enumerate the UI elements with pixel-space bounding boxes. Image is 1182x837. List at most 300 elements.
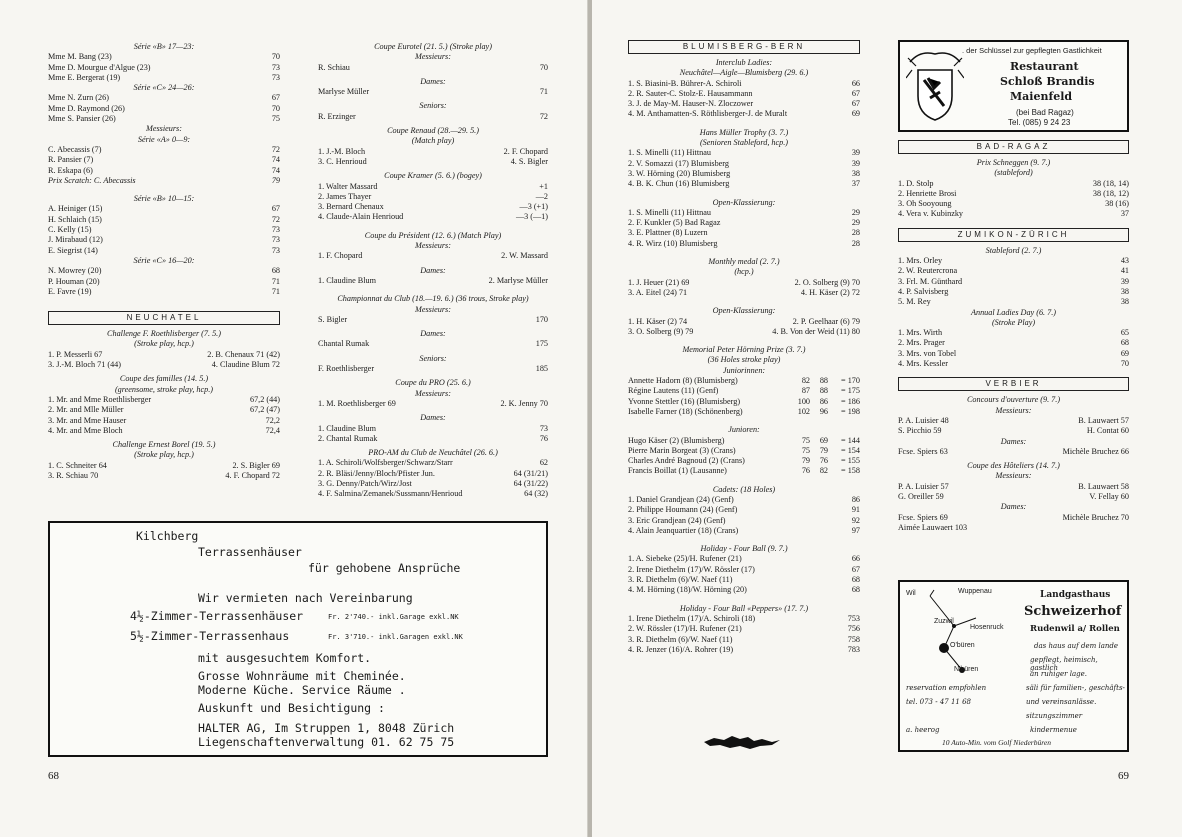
- result-name: 2. Mr. and Mlle Müller: [48, 405, 124, 415]
- kramer-title: Coupe Kramer (5. 6.) (bogey): [384, 171, 482, 181]
- result-row: [628, 327, 860, 337]
- result-row: [628, 436, 860, 446]
- result-row: [628, 109, 860, 119]
- result-row: [628, 397, 860, 407]
- map-wuppenau: Wuppenau: [958, 588, 992, 595]
- result-right: B. Lauwaert 57: [1078, 415, 1129, 425]
- dames-label: Dames:: [420, 329, 446, 339]
- result-row: [628, 317, 860, 327]
- result-score: = 154: [841, 445, 860, 455]
- result-name: 3. J. de May-M. Hauser-N. Zloczower: [628, 99, 754, 109]
- result-score: 38: [851, 168, 860, 178]
- result-score: 72: [271, 144, 280, 154]
- result-score: 64 (32): [524, 489, 548, 499]
- result-row: [318, 458, 548, 468]
- dames-label: Dames:: [420, 413, 446, 423]
- ragaz-sub: (stableford): [994, 168, 1033, 178]
- result-score: 37: [1120, 209, 1129, 219]
- result-left: 1. J. Heuer (21) 69: [628, 277, 690, 287]
- ad1-schloss: Schloß Brandis: [1000, 75, 1095, 88]
- result-left: Aimée Lauwaert 103: [898, 522, 968, 532]
- result-score: 73: [271, 72, 280, 82]
- neuchatel-header: NEUCHATEL: [48, 311, 280, 325]
- result-name: 2. Philippe Houmann (24) (Genf): [628, 505, 738, 515]
- result-row: [48, 73, 280, 83]
- messieurs-label: Messieurs:: [995, 471, 1032, 481]
- result-score: 758: [847, 634, 860, 644]
- result-score: 783: [847, 644, 860, 654]
- result-row: [898, 349, 1129, 359]
- result-name: 3. Frl. M. Günthard: [898, 276, 963, 286]
- cadets-title: Cadets: (18 Holes): [712, 484, 776, 494]
- result-score: 70: [1120, 359, 1129, 369]
- result-score: 37: [851, 179, 860, 189]
- section-heading: Messieurs:: [146, 124, 182, 134]
- result-row: [628, 554, 860, 564]
- result-score: 86: [819, 396, 828, 406]
- result-score: 100: [797, 396, 810, 406]
- result-score: = 158: [841, 466, 860, 476]
- result-left: Fcse. Spiers 69: [898, 512, 948, 522]
- result-right: Michèle Bruchez 70: [1062, 512, 1129, 522]
- result-row: [628, 99, 860, 109]
- result-score: 88: [819, 376, 828, 386]
- result-score: 102: [797, 406, 810, 416]
- result-score: 69: [851, 109, 860, 119]
- result-score: = 186: [841, 396, 860, 406]
- messieurs-label: Messieurs:: [995, 405, 1032, 415]
- result-score: 38 (18, 12): [1092, 188, 1129, 198]
- result-row: [628, 624, 860, 634]
- result-row: Marlyse Müller 71: [318, 87, 548, 97]
- result-row: [48, 277, 280, 287]
- result-name: 1. A. Schiroli/Wolfsberger/Schwarz/Starr: [318, 458, 453, 468]
- result-score: 38 (18, 14): [1092, 178, 1129, 188]
- result-name: Mme D. Raymond (26): [48, 103, 125, 113]
- result-row: [628, 585, 860, 595]
- ad2-phone: tel. 073 - 47 11 68: [906, 698, 971, 706]
- ad-address: HALTER AG, Im Struppen 1, 8048 Zürich: [198, 721, 455, 735]
- familles-sub: (greensome, stroke play, hcp.): [114, 384, 214, 394]
- result-row: [48, 426, 280, 436]
- result-score: 67: [271, 204, 280, 214]
- result-row: [318, 157, 548, 167]
- result-score: = 170: [841, 376, 860, 386]
- ad1-restaurant: Restaurant: [1010, 60, 1079, 73]
- result-name: 3. R. Diethelm (6)/W. Naef (11): [628, 634, 733, 644]
- result-name: 3. Mr. and Mme Hauser: [48, 415, 127, 425]
- result-right: 2. F. Chopard: [503, 146, 548, 156]
- result-score: 73: [271, 225, 280, 235]
- result-name: 2. Mrs. Prager: [898, 338, 945, 348]
- result-score: 64 (31/22): [513, 478, 548, 488]
- result-score: 41: [1120, 266, 1129, 276]
- result-row: [628, 228, 860, 238]
- result-score: 67: [851, 88, 860, 98]
- result-score: = 144: [841, 435, 860, 445]
- result-row: [628, 386, 860, 396]
- result-row: [898, 277, 1129, 287]
- coat-of-arms-icon: [906, 48, 964, 124]
- result-row: 1. F. Chopard 2. W. Massard: [318, 251, 548, 261]
- ad1-tagline: . der Schlüssel zur gepflegten Gastlichkeit: [962, 46, 1102, 55]
- result-row: [628, 565, 860, 575]
- result-row: Chantal Rumak 175: [318, 339, 548, 349]
- result-name: Annette Hadorn (8) (Blumisberg): [628, 376, 738, 386]
- result-score: 66: [851, 78, 860, 88]
- result-row: [628, 376, 860, 386]
- result-row: [318, 212, 548, 222]
- result-score: 69: [819, 435, 828, 445]
- result-row: 1. Claudine Blum 2. Marlyse Müller: [318, 275, 548, 285]
- ad-headline: Terrassenhäuser: [198, 545, 302, 559]
- result-row: [628, 575, 860, 585]
- result-name: R. Pansier (7): [48, 155, 94, 165]
- result-left: 3. J.-M. Bloch 71 (44): [48, 360, 121, 370]
- result-row: [48, 246, 280, 256]
- result-right: 4. S. Bigler: [510, 156, 548, 166]
- result-name: C. Abecassis (7): [48, 144, 102, 154]
- ladies-title: Annual Ladies Day (6. 7.): [970, 307, 1057, 317]
- ad-unit-2: 5½-Zimmer-Terrassenhaus: [130, 629, 290, 643]
- result-left: S. Picchio 59: [898, 426, 942, 436]
- result-row: [898, 482, 1129, 492]
- result-score: 68: [271, 266, 280, 276]
- renaud-title: Coupe Renaud (28.—29. 5.): [387, 126, 479, 136]
- hoteliers-title: Coupe des Hôteliers (14. 7.): [967, 461, 1060, 471]
- result-row: [48, 166, 280, 176]
- result-right: V. Fellay 60: [1089, 492, 1129, 502]
- result-name: Yvonne Stettler (16) (Blumisberg): [628, 396, 741, 406]
- spacer: [48, 297, 280, 305]
- result-name: 4. F. Salmina/Zemanek/Sussmann/Henrioud: [318, 489, 463, 499]
- result-score: 67,2 (44): [249, 394, 280, 404]
- result-score: 68: [851, 585, 860, 595]
- result-row: [898, 416, 1129, 426]
- result-row: [628, 505, 860, 515]
- ad-info: Auskunft und Besichtigung :: [198, 701, 385, 715]
- result-score: = 155: [841, 456, 860, 466]
- result-score: 79: [819, 445, 828, 455]
- result-score: 88: [819, 386, 828, 396]
- president-title: Coupe du Président (12. 6.) (Match Play): [364, 230, 502, 240]
- bad-ragaz-header: BAD-RAGAZ: [898, 140, 1129, 154]
- ad2-slogan-4: säli für familien-, geschäfts-: [1026, 684, 1125, 692]
- juniorinnen-title: Juniorinnen:: [722, 365, 766, 375]
- ad2-title-1: Landgasthaus: [1040, 590, 1111, 600]
- result-row: [898, 189, 1129, 199]
- challenge-title: Challenge F. Roethlisberger (7. 5.): [107, 329, 221, 339]
- interclub-sub: Neuchâtel—Aigle—Blumisberg (29. 6.): [679, 68, 809, 78]
- result-name: 1. Claudine Blum: [318, 423, 376, 433]
- result-name: J. Mirabaud (12): [48, 235, 103, 245]
- result-row: [898, 209, 1129, 219]
- open-title: Open-Klassierung:: [712, 306, 776, 316]
- result-name: Hugo Käser (2) (Blumisberg): [628, 435, 725, 445]
- result-name: 4. Vera v. Kubinzky: [898, 209, 964, 219]
- result-score: 29: [851, 218, 860, 228]
- ad2-slogan-5: und vereinsanlässe.: [1026, 698, 1097, 706]
- result-row: R. Schiau 70: [318, 62, 548, 72]
- result-score: 71: [271, 276, 280, 286]
- result-name: 4. R. Wirz (10) Blumisberg: [628, 238, 718, 248]
- result-row: [898, 179, 1129, 189]
- result-left: P. A. Luisier 48: [898, 415, 949, 425]
- result-score: 70: [271, 52, 280, 62]
- result-name: 3. Bernard Chenaux: [318, 202, 384, 212]
- section-heading: Série «C» 24—26:: [133, 83, 195, 93]
- result-name: Mme S. Pansier (26): [48, 114, 116, 124]
- result-name: R. Eskapa (6): [48, 165, 93, 175]
- result-name: 1. S. Minelli (11) Hittnau: [628, 207, 711, 217]
- ad2-slogan-1: das haus auf dem lande: [1034, 642, 1119, 650]
- result-score: 75: [801, 445, 810, 455]
- result-name: E. Favre (19): [48, 286, 92, 296]
- open-title: Open-Klassierung:: [712, 197, 776, 207]
- result-row: [318, 489, 548, 499]
- result-left: 1. C. Schneiter 64: [48, 460, 107, 470]
- result-name: 1. Mrs. Orley: [898, 256, 943, 266]
- schweizerhof-advertisement: [898, 580, 1129, 752]
- dames-label: Dames:: [1000, 502, 1027, 512]
- result-row: [318, 479, 548, 489]
- result-score: 82: [819, 466, 828, 476]
- result-name: 4. Claude-Alain Henrioud: [318, 212, 404, 222]
- zumikon-title: Stableford (2. 7.): [985, 245, 1042, 255]
- result-row: [628, 495, 860, 505]
- result-score: 79: [271, 175, 280, 185]
- ad2-footer: 10 Auto-Min. vom Golf Niederbüren: [942, 738, 1051, 747]
- result-row: [318, 202, 548, 212]
- result-name: 4. R. Jenzer (16)/A. Rohrer (19): [628, 644, 734, 654]
- result-score: 39: [1120, 276, 1129, 286]
- memorial-title: Memorial Peter Hörning Prize (3. 7.): [682, 345, 806, 355]
- result-name: 4. P. Salvisberg: [898, 286, 949, 296]
- result-left: 3. O. Solberg (9) 79: [628, 326, 694, 336]
- result-score: 38: [1120, 286, 1129, 296]
- result-name: 4. Mrs. Kessler: [898, 359, 949, 369]
- result-score: 72,2: [265, 415, 280, 425]
- right-col-2: [898, 40, 1129, 533]
- borel-sub: (Stroke play, hcp.): [134, 450, 194, 460]
- result-name: 1. Mrs. Wirth: [898, 328, 943, 338]
- result-right: 2. O. Solberg (9) 70: [794, 277, 860, 287]
- borel-title: Challenge Ernest Borel (19. 5.): [112, 440, 216, 450]
- messieurs-label: Messieurs:: [415, 388, 451, 398]
- result-name: 2. V. Somazzi (17) Blumisberg: [628, 158, 729, 168]
- result-name: 2. W. Reutercrona: [898, 266, 958, 276]
- result-row: F. Roethlisberger 185: [318, 364, 548, 374]
- result-score: 76: [819, 456, 828, 466]
- proam-title: PRO-AM du Club de Neuchâtel (26. 6.): [368, 448, 498, 458]
- result-left: 3. A. Eitel (24) 71: [628, 287, 688, 297]
- result-row: [48, 416, 280, 426]
- result-score: 28: [851, 238, 860, 248]
- result-score: 79: [801, 456, 810, 466]
- monthly-title: Monthly medal (2. 7.): [708, 257, 780, 267]
- result-row: [48, 360, 280, 370]
- memorial-sub: (36 Holes stroke play): [707, 355, 781, 365]
- result-name: H. Schlaich (15): [48, 214, 102, 224]
- spacer: [48, 186, 280, 194]
- left-col-1: [48, 42, 280, 481]
- result-name: 3. E. Plattner (8) Luzern: [628, 228, 708, 238]
- result-row: [48, 104, 280, 114]
- result-row: [318, 192, 548, 202]
- result-right: 4. H. Käser (2) 72: [800, 287, 860, 297]
- result-row: [628, 179, 860, 189]
- result-row: [48, 266, 280, 276]
- messieurs-label: Messieurs:: [415, 52, 451, 62]
- result-score: 39: [851, 158, 860, 168]
- result-score: 68: [851, 575, 860, 585]
- page-number-right: 69: [1118, 770, 1129, 782]
- map-hosenruck: Hosenruck: [970, 624, 1004, 631]
- result-score: 74: [271, 165, 280, 175]
- result-score: 66: [851, 554, 860, 564]
- result-row: [628, 278, 860, 288]
- ad1-location: (bei Bad Ragaz): [1016, 108, 1074, 117]
- result-score: 73: [271, 62, 280, 72]
- result-name: C. Kelly (15): [48, 225, 92, 235]
- ad1-maienfeld: Maienfeld: [1010, 90, 1073, 103]
- result-row: S. Bigler 170: [318, 314, 548, 324]
- result-name: 2. Henriette Brosi: [898, 188, 957, 198]
- result-left: G. Oreiller 59: [898, 492, 944, 502]
- result-name: 3. R. Diethelm (6)/W. Naef (11): [628, 575, 733, 585]
- result-name: 2. Chantal Rumak: [318, 433, 378, 443]
- result-score: 96: [819, 406, 828, 416]
- result-score: 38: [1120, 297, 1129, 307]
- result-row: [628, 407, 860, 417]
- ad2-slogan-2: gepflegt, heimisch, gastlich: [1030, 656, 1098, 672]
- ad-town: Kilchberg: [136, 529, 199, 543]
- result-score: 753: [847, 613, 860, 623]
- result-row: [48, 93, 280, 103]
- result-row: [48, 395, 280, 405]
- ad2-slogan-7: kindermenue: [1030, 726, 1077, 734]
- result-name: 1. S. Biasini-B. Bührer-A. Schiroli: [628, 78, 742, 88]
- result-name: Mme N. Zurn (26): [48, 93, 109, 103]
- zumikon-header: ZUMIKON-ZÜRICH: [898, 228, 1129, 242]
- result-name: 1. Walter Massard: [318, 181, 378, 191]
- right-col-1: [628, 40, 860, 655]
- ad2-reservation: reservation empfohlen: [906, 684, 987, 692]
- ad-offer: Wir vermieten nach Vereinbarung: [198, 591, 413, 605]
- result-row: [898, 287, 1129, 297]
- result-name: 2. James Thayer: [318, 191, 372, 201]
- result-row: R. Erzinger 72: [318, 111, 548, 121]
- result-row: [628, 466, 860, 476]
- result-name: 1. Irene Diethelm (17)/A. Schiroli (18): [628, 613, 756, 623]
- holiday-title: Holiday - Four Ball (9. 7.): [700, 544, 788, 554]
- result-name: Isabelle Farner (18) (Schönenberg): [628, 406, 743, 416]
- ad2-signature: a. heerog: [906, 726, 940, 734]
- result-score: 75: [271, 114, 280, 124]
- result-name: 4. M. Anthamatten-S. Röthlisberger-J. de Muralt: [628, 109, 788, 119]
- result-row: 1. M. Roethlisberger 69 2. K. Jenny 70: [318, 398, 548, 408]
- ouverture-title: Concours d'ouverture (9. 7.): [966, 395, 1061, 405]
- result-row: [48, 215, 280, 225]
- result-score: 28: [851, 228, 860, 238]
- result-row: [898, 513, 1129, 523]
- result-row: [628, 79, 860, 89]
- result-row: [898, 297, 1129, 307]
- result-row: [48, 461, 280, 471]
- result-row: [48, 350, 280, 360]
- result-row: [48, 176, 280, 186]
- result-row: [318, 469, 548, 479]
- section-heading: Série «B» 17—23:: [133, 42, 195, 51]
- result-name: 2. R. Sauter-C. Stolz-E. Hausammann: [628, 88, 753, 98]
- result-score: 62: [539, 458, 548, 468]
- result-score: 87: [801, 386, 810, 396]
- result-name: Charles André Bagnoud (2) (Crans): [628, 456, 745, 466]
- result-score: 38 (16): [1105, 199, 1129, 209]
- result-left: 1. J.-M. Bloch: [318, 146, 366, 156]
- junioren-title: Junioren:: [728, 425, 760, 435]
- result-row: [628, 239, 860, 249]
- peppers-title: Holiday - Four Ball «Peppers» (17. 7.): [679, 603, 809, 613]
- result-right: 2. P. Geelhaar (6) 79: [792, 316, 860, 326]
- result-score: 67: [851, 564, 860, 574]
- map-wil: Wil: [906, 590, 916, 597]
- result-name: 3. Eric Grandjean (24) (Genf): [628, 515, 726, 525]
- renaud-sub: (Match play): [411, 136, 455, 146]
- monthly-sub: (hcp.): [734, 267, 754, 277]
- result-row: [48, 63, 280, 73]
- result-name: 2. F. Kunkler (5) Bad Ragaz: [628, 218, 721, 228]
- result-name: P. Houman (20): [48, 276, 100, 286]
- verbier-header: VERBIER: [898, 377, 1129, 391]
- result-score: 67: [271, 93, 280, 103]
- ad-phone: Liegenschaftenverwaltung 01. 62 75 75: [198, 735, 455, 749]
- dames-label: Dames:: [420, 265, 446, 275]
- result-right: 2. B. Chenaux 71 (42): [207, 349, 280, 359]
- result-score: 92: [851, 515, 860, 525]
- result-name: A. Heiniger (15): [48, 204, 103, 214]
- result-score: 68: [1120, 338, 1129, 348]
- result-name: 2. Irene Diethelm (17)/W. Rössler (17): [628, 564, 755, 574]
- result-row: [628, 218, 860, 228]
- result-row: [318, 182, 548, 192]
- result-row: [898, 199, 1129, 209]
- result-row: [48, 225, 280, 235]
- result-right: B. Lauwaert 58: [1078, 481, 1129, 491]
- interclub-title: Interclub Ladies:: [715, 58, 773, 67]
- result-score: 39: [851, 148, 860, 158]
- result-name: 2. R. Bläsi/Jenny/Bloch/Pfister Jun.: [318, 468, 435, 478]
- result-left: 1. P. Messerli 67: [48, 349, 103, 359]
- result-row: [898, 266, 1129, 276]
- result-row: Fcse. Spiers 63 Michèle Bruchez 66: [898, 446, 1129, 456]
- dames-label: Dames:: [420, 76, 446, 86]
- result-row: [628, 288, 860, 298]
- result-score: 69: [1120, 348, 1129, 358]
- result-left: 1. H. Käser (2) 74: [628, 316, 688, 326]
- seniors-label: Seniors:: [419, 101, 447, 111]
- result-score: = 175: [841, 386, 860, 396]
- result-score: 756: [847, 624, 860, 634]
- ad2-title-2: Schweizerhof: [1024, 604, 1122, 619]
- result-left: 3. C. Henrioud: [318, 156, 367, 166]
- result-name: Mme E. Bergerat (19): [48, 72, 121, 82]
- result-score: 64 (31/21): [513, 468, 548, 478]
- messieurs-label: Messieurs:: [415, 304, 451, 314]
- result-left: 3. R. Schiau 70: [48, 470, 99, 480]
- result-row: [48, 155, 280, 165]
- result-name: Prix Scratch: C. Abecassis: [48, 175, 136, 185]
